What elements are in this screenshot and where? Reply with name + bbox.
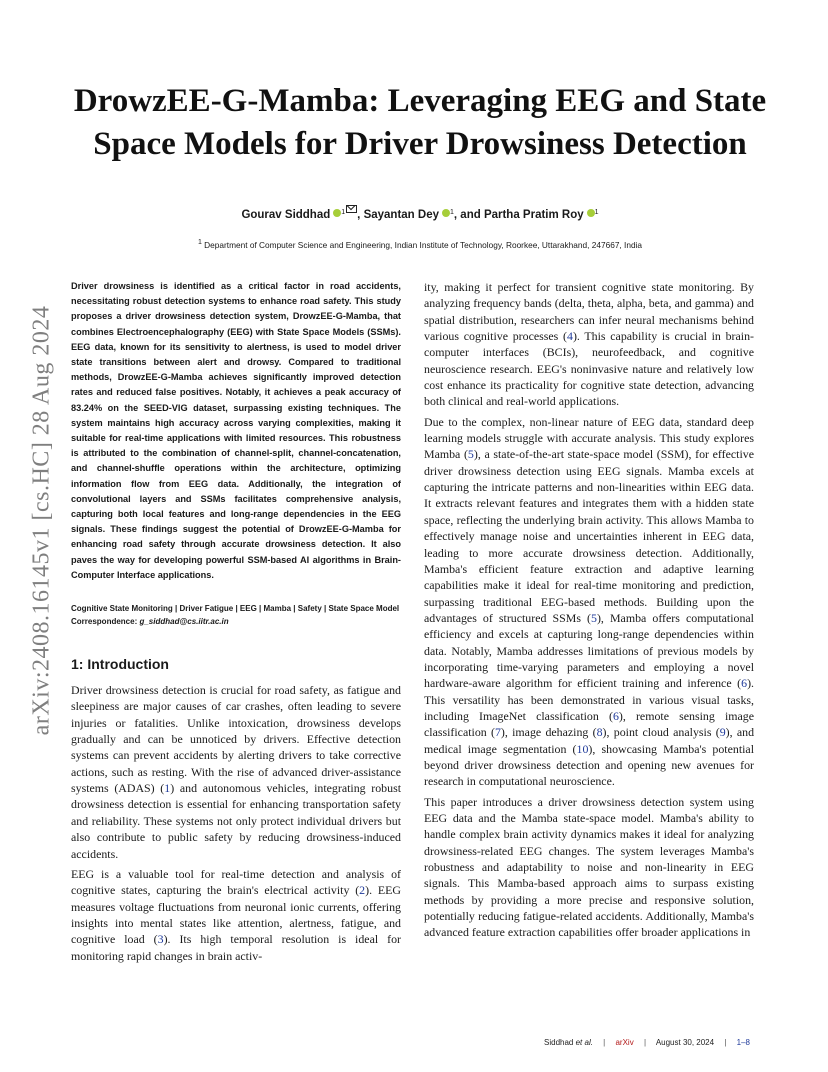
citation-link[interactable]: 1	[164, 781, 171, 796]
affiliation-mark: 1	[594, 209, 599, 216]
citation-link[interactable]: 4	[566, 329, 573, 344]
author-list	[70, 205, 770, 221]
orcid-icon[interactable]	[587, 209, 595, 217]
footer-separator: |	[643, 1038, 647, 1047]
author-separator: , and	[453, 209, 484, 221]
citation-link[interactable]: 3	[157, 932, 164, 947]
keywords: Cognitive State Monitoring | Driver Fatigue | EEG | Mamba | Safety | State Space Model	[71, 604, 400, 614]
citation-link[interactable]: 2	[359, 883, 366, 898]
affiliation-mark: 1	[450, 209, 454, 216]
citation-link[interactable]: 6	[741, 676, 748, 691]
footer-date: August 30, 2024	[655, 1038, 715, 1047]
arxiv-identifier-stamp	[22, 280, 62, 760]
affiliation-mark: 1	[341, 209, 346, 216]
citation-link[interactable]: 6	[612, 708, 619, 723]
correspondence-email[interactable]: g_siddhad@cs.iitr.ac.in	[139, 617, 229, 627]
citation-link[interactable]: 5	[591, 610, 597, 625]
footer-separator: |	[724, 1038, 727, 1047]
paper-title: DrowzEE-G-Mamba: Leveraging EEG and State Space Models for Driver Drowsiness Detection	[73, 83, 767, 162]
body-paragraph: Driver drowsiness detection is crucial for road safety, as fatigue and sleepiness are major causes of car crashes, often leading to severe injuries or fatalities. Unlike intoxication, drowsiness develops gradually and can be unnoticed by drivers. Effective detection systems can prevent accidents by alerting drivers to take corrective actions, such as resting. With the rise of advanced driver-assistance systems (ADAS) (1) and autonomous vehicles, integrating robust drowsiness detection is essential for enhancing transportation safety and reliability. These systems not only protect individual drivers but also contribute to public safety by reducing drowsiness-induced accidents.	[71, 683, 402, 861]
footer-separator: |	[603, 1038, 606, 1047]
footer-pages: 1–8	[736, 1038, 750, 1047]
body-paragraph: ity, making it perfect for transient cognitive state monitoring. By analyzing frequency bands (delta, theta, alpha, beta, and gamma) and spatial distribution, researchers can infer neural mechanisms behind various cognitive processes (4). This capability is crucial in brain-computer interfaces (BCIs), neurofeedback, and cognitive neuroscience research. EEG's noninvasive nature and relatively low cost enhance its practicality for cognitive state detection, advancing both clinical and real-world applications.	[424, 280, 754, 409]
left-column	[71, 279, 401, 968]
affiliation-mark: 1	[197, 239, 202, 246]
orcid-icon[interactable]	[442, 209, 450, 217]
right-column	[424, 279, 754, 945]
citation-link[interactable]: 9	[719, 725, 726, 740]
citation-link[interactable]: 5	[467, 447, 474, 462]
body-paragraph: This paper introduces a driver drowsiness detection system using EEG data and the Mamba state-space model. Mamba's ability to handle complex brain activity dynamics makes it ideal for analyzing drowsiness-related EEG changes. The system leverages Mamba's robustness and adaptability to noise and non-linearity in EEG signals. This Mamba-based approach aims to surpass existing methods by providing a more precise and responsive solution, potentially reducing fatigue-related accidents. Additionally, Mamba's advanced feature extraction capabilities offer broader applications in	[424, 794, 754, 940]
page-footer	[544, 1038, 750, 1047]
email-icon[interactable]	[346, 205, 357, 213]
affiliation	[70, 239, 770, 250]
citation-link[interactable]: 7	[494, 725, 501, 740]
abstract: Driver drowsiness is identified as a critical factor in road accidents, necessitating robust detection systems to enhance road safety. This study proposes a driver drowsiness detection system, DrowzEE-G-Mamba, that combines Electroencephalography (EEG) with State Space Models (SSMs). EEG data, known for its sensitivity to alertness, is used to model driver state transitions between alert and drowsy. Compared to traditional methods, DrowzEE-G-Mamba achieves significantly improved detection rates and reduced false positives. Notably, it achieves a peak accuracy of 83.24% on the SEED-VIG dataset, surpassing existing techniques. The system maintains high accuracy across varying complexities, making it suitable for real-time applications with limited resources. This robustness is attributed to the combination of channel-split, channel-concatenation, and channel-shuffle operations within the architecture, optimizing information flow from EEG data. Additionally, the integration of convolutional layers and SSMs facilitates comprehensive analysis, capturing both local features and long-range dependencies in the EEG signals. These findings suggest the potential of DrowzEE-G-Mamba for enhancing road safety through accurate drowsiness detection. It also paves the way for developing powerful SSM-based AI algorithms in Brain-Computer Interface applications.	[71, 281, 401, 580]
arxiv-identifier-text: arXiv:2408.16145v1 [cs.HC] 28 Aug 2024	[28, 305, 55, 735]
author-name[interactable]: Partha Pratim Roy	[483, 209, 584, 221]
correspondence	[71, 617, 401, 626]
footer-author: Siddhad	[544, 1038, 574, 1047]
citation-link[interactable]: 8	[596, 725, 603, 740]
affiliation-text: Department of Computer Science and Engineering, Indian Institute of Technology, Roorkee, Uttarakhand, 247667, India	[204, 240, 643, 250]
section-heading: 1: Introduction	[71, 656, 169, 673]
correspondence-label: Correspondence:	[71, 617, 138, 627]
footer-source: arXiv	[615, 1038, 634, 1047]
author-name[interactable]: Sayantan Dey	[363, 209, 439, 221]
citation-link[interactable]: 10	[576, 741, 589, 756]
footer-etal: et al.	[575, 1038, 593, 1047]
author-name[interactable]: Gourav Siddhad	[241, 209, 331, 221]
author-separator: ,	[357, 209, 364, 221]
body-paragraph: EEG is a valuable tool for real-time detection and analysis of cognitive states, capturing the brain's electrical activity (2). EEG measures voltage fluctuations from neuronal ionic currents, offering insights into mental states like attention, alertness, fatigue, and cognitive load (3). Its high temporal resolution is ideal for monitoring rapid changes in brain activ-	[71, 866, 401, 963]
body-paragraph: Due to the complex, non-linear nature of EEG data, standard deep learning models struggle with accurate analysis. This study explores Mamba (5), a state-of-the-art state-space model (SSM), for effective driver drowsiness detection using EEG signals. Mamba excels at capturing the intricate patterns and non-linearities within EEG data. It extracts relevant features and integrates them with a hidden state space, reflecting the underlying brain activity. This allows Mamba to effectively manage noise and uncertainties inherent in EEG data, leading to more accurate drowsiness detection. Additionally, Mamba's efficient feature extraction and adaptive learning capabilities make it ideal for real-time monitoring and prediction, surpassing traditional EEG-based methods. Building upon the advantages of structured SSMs (5), Mamba offers computational efficiency and excels at capturing long-range dependencies within data. Notably, Mamba addresses limitations of previous models by incorporating time-varying parameters and employing a novel hardware-aware algorithm for efficient training and inference (6). This versatility has been demonstrated in various visual tasks, including ImageNet classification (6), remote sensing image classification (7), image dehazing (8), point cloud analysis (9), and medical image segmentation (10), showcasing Mamba's potential beyond driver drowsiness detection and opening new avenues for research in computational neuroscience.	[424, 414, 755, 789]
